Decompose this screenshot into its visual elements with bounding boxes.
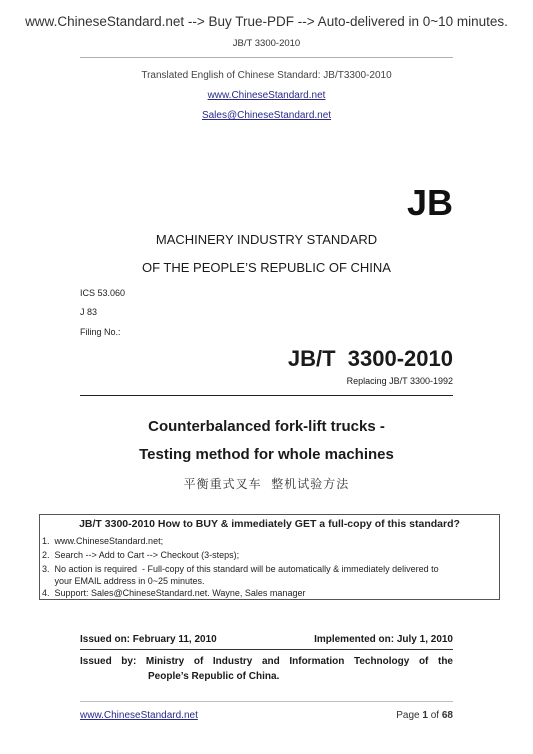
list-item: 4. Support: Sales@ChineseStandard.net. Wayne, Sales manager: [42, 588, 306, 598]
title-chinese: 平衡重式叉车 整机试验方法: [183, 477, 350, 491]
title-divider: [80, 395, 453, 396]
class-code: J 83: [80, 307, 98, 317]
jb-logo: JB: [406, 182, 453, 223]
footer-website-link[interactable]: www.ChineseStandard.net: [80, 710, 198, 721]
standard-code: JB/T 3300-2010: [287, 346, 453, 371]
filing-number: Filing No.:: [80, 327, 121, 337]
translation-email-row: [0, 110, 533, 121]
list-item: 3. No action is required - Full-copy of this standard will be automatically & immediately delivered to: [42, 564, 439, 574]
org-line-1: MACHINERY INDUSTRY STANDARD: [155, 232, 378, 247]
page-total: 68: [441, 710, 453, 721]
page-current: 1: [422, 710, 428, 721]
buy-instructions-box: [39, 514, 500, 600]
replacing-note: Replacing JB/T 3300-1992: [346, 376, 453, 386]
page-separator: of: [427, 710, 442, 721]
dates-divider: [80, 649, 453, 650]
list-item: your EMAIL address in 0~25 minutes.: [42, 576, 205, 586]
buy-box-title: JB/T 3300-2010 How to BUY & immediately GET a full-copy of this standard?: [79, 518, 460, 530]
issuer-line-1: Issued by: Ministry of Industry and Information Technology of the: [80, 656, 453, 667]
org-line-2: OF THE PEOPLE’S REPUBLIC OF CHINA: [142, 260, 391, 275]
title-line-2: Testing method for whole machines: [139, 446, 394, 463]
header-banner: www.ChineseStandard.net --> Buy True-PDF --> Auto-delivered in 0~10 minutes.: [25, 14, 508, 29]
list-item: 2. Search --> Add to Cart --> Checkout (3-steps);: [42, 550, 240, 560]
list-item[interactable]: 1. www.ChineseStandard.net;: [42, 536, 164, 546]
title-line-1: Counterbalanced fork-lift trucks -: [148, 418, 385, 435]
issuer-line-2: People’s Republic of China.: [148, 671, 280, 682]
header-standard-code: JB/T 3300-2010: [232, 38, 301, 49]
page-prefix: Page: [396, 710, 423, 721]
implemented-date: Implemented on: July 1, 2010: [314, 634, 453, 645]
issued-date: Issued on: February 11, 2010: [80, 634, 217, 645]
header-divider: [80, 57, 453, 58]
email-link[interactable]: Sales@ChineseStandard.net: [201, 110, 332, 121]
footer-divider: [80, 701, 453, 702]
website-link[interactable]: www.ChineseStandard.net: [207, 90, 326, 101]
translation-note: Translated English of Chinese Standard: JB/T3300-2010: [141, 70, 392, 81]
page-indicator: [396, 710, 453, 721]
footer-website-row: [80, 710, 198, 721]
translation-website-row: [0, 90, 533, 101]
ics-code: ICS 53.060: [80, 288, 126, 298]
